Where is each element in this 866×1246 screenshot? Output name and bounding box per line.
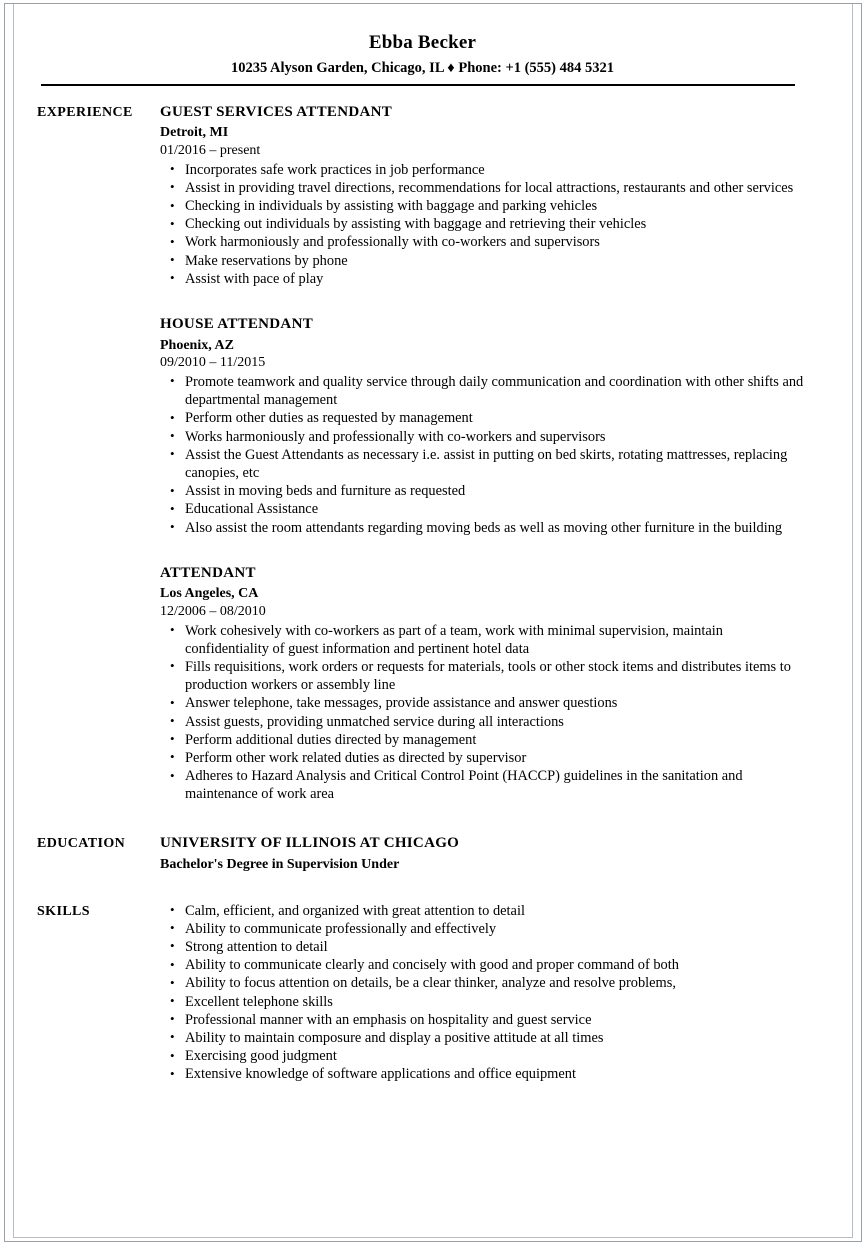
list-item: • Checking out individuals by assisting with baggage and retrieving their vehicles [160, 215, 808, 233]
list-item: • Perform other work related duties as directed by supervisor [160, 749, 808, 767]
job-dates: 01/2016 – present [160, 143, 261, 159]
resume-header [37, 22, 808, 86]
education-school: UNIVERSITY OF ILLINOIS AT CHICAGO [160, 834, 460, 851]
list-item: • Also assist the room attendants regarding moving beds as well as moving other furniture in the building [160, 519, 808, 537]
list-item: • Assist the Guest Attendants as necessary i.e. assist in putting on bed skirts, rotating mattresses, replacing canopies, etc [160, 446, 808, 482]
section-label-experience: EXPERIENCE [37, 104, 133, 120]
list-item: • Assist in providing travel directions, recommendations for local attractions, restaurants and other services [160, 179, 808, 197]
job-bullet-list [160, 622, 808, 804]
list-item: • Ability to maintain composure and display a positive attitude at all times [160, 1029, 808, 1047]
list-item: • Checking in individuals by assisting with baggage and parking vehicles [160, 197, 808, 215]
section-education [37, 834, 808, 874]
list-item: • Ability to focus attention on details, be a clear thinker, analyze and resolve problems, [160, 974, 808, 992]
education-entry [160, 834, 808, 874]
job-title: HOUSE ATTENDANT [160, 316, 314, 333]
job-dates: 12/2006 – 08/2010 [160, 604, 266, 620]
list-item: • Professional manner with an emphasis on hospitality and guest service [160, 1011, 808, 1029]
list-item: • Educational Assistance [160, 500, 808, 518]
list-item: • Assist guests, providing unmatched service during all interactions [160, 713, 808, 731]
list-item: • Ability to communicate professionally and effectively [160, 920, 808, 938]
experience-entries [160, 103, 808, 804]
experience-job [160, 564, 808, 804]
job-location: Detroit, MI [160, 125, 229, 141]
list-item: • Excellent telephone skills [160, 993, 808, 1011]
list-item: • Ability to communicate clearly and concisely with good and proper command of both [160, 956, 808, 974]
list-item: • Work harmoniously and professionally with co-workers and supervisors [160, 233, 808, 251]
list-item: • Adheres to Hazard Analysis and Critical Control Point (HACCP) guidelines in the sanitation and maintenance of work area [160, 767, 808, 803]
candidate-contact-line: 10235 Alyson Garden, Chicago, IL ♦ Phone: +1 (555) 484 5321 [230, 59, 615, 76]
job-bullet-list [160, 373, 808, 537]
job-title: GUEST SERVICES ATTENDANT [160, 103, 393, 120]
list-item: • Perform additional duties directed by management [160, 731, 808, 749]
list-item: • Works harmoniously and professionally with co-workers and supervisors [160, 428, 808, 446]
list-item: • Fills requisitions, work orders or requests for materials, tools or other stock items and distributes items to production workers or assembly line [160, 658, 808, 694]
list-item: • Make reservations by phone [160, 252, 808, 270]
job-location: Phoenix, AZ [160, 337, 234, 353]
resume-body [37, 103, 808, 1084]
job-dates: 09/2010 – 11/2015 [160, 355, 266, 371]
section-label-skills: SKILLS [37, 903, 90, 919]
list-item: • Assist with pace of play [160, 270, 808, 288]
list-item: • Exercising good judgment [160, 1047, 808, 1065]
experience-job [160, 315, 808, 537]
header-divider [41, 84, 795, 86]
job-location: Los Angeles, CA [160, 586, 259, 602]
list-item: • Assist in moving beds and furniture as requested [160, 482, 808, 500]
skills-entries [160, 902, 808, 1084]
section-experience [37, 103, 808, 804]
list-item: • Calm, efficient, and organized with great attention to detail [160, 902, 808, 920]
experience-job [160, 103, 808, 288]
list-item: • Extensive knowledge of software applications and office equipment [160, 1065, 808, 1083]
list-item: • Answer telephone, take messages, provide assistance and answer questions [160, 694, 808, 712]
section-label-education: EDUCATION [37, 835, 126, 851]
job-bullet-list [160, 161, 808, 288]
list-item: • Strong attention to detail [160, 938, 808, 956]
education-degree: Bachelor's Degree in Supervision Under [160, 857, 400, 873]
list-item: • Perform other duties as requested by management [160, 409, 808, 427]
section-skills [37, 902, 808, 1084]
list-item: • Work cohesively with co-workers as part of a team, work with minimal supervision, maintain confidentiality of guest information and pertinent hotel data [160, 622, 808, 658]
list-item: • Promote teamwork and quality service through daily communication and coordination with other shifts and departmental management [160, 373, 808, 409]
education-entries [160, 834, 808, 874]
skills-bullet-list [160, 902, 808, 1084]
list-item: • Incorporates safe work practices in job performance [160, 161, 808, 179]
job-title: ATTENDANT [160, 564, 256, 581]
candidate-name: Ebba Becker [368, 32, 477, 53]
